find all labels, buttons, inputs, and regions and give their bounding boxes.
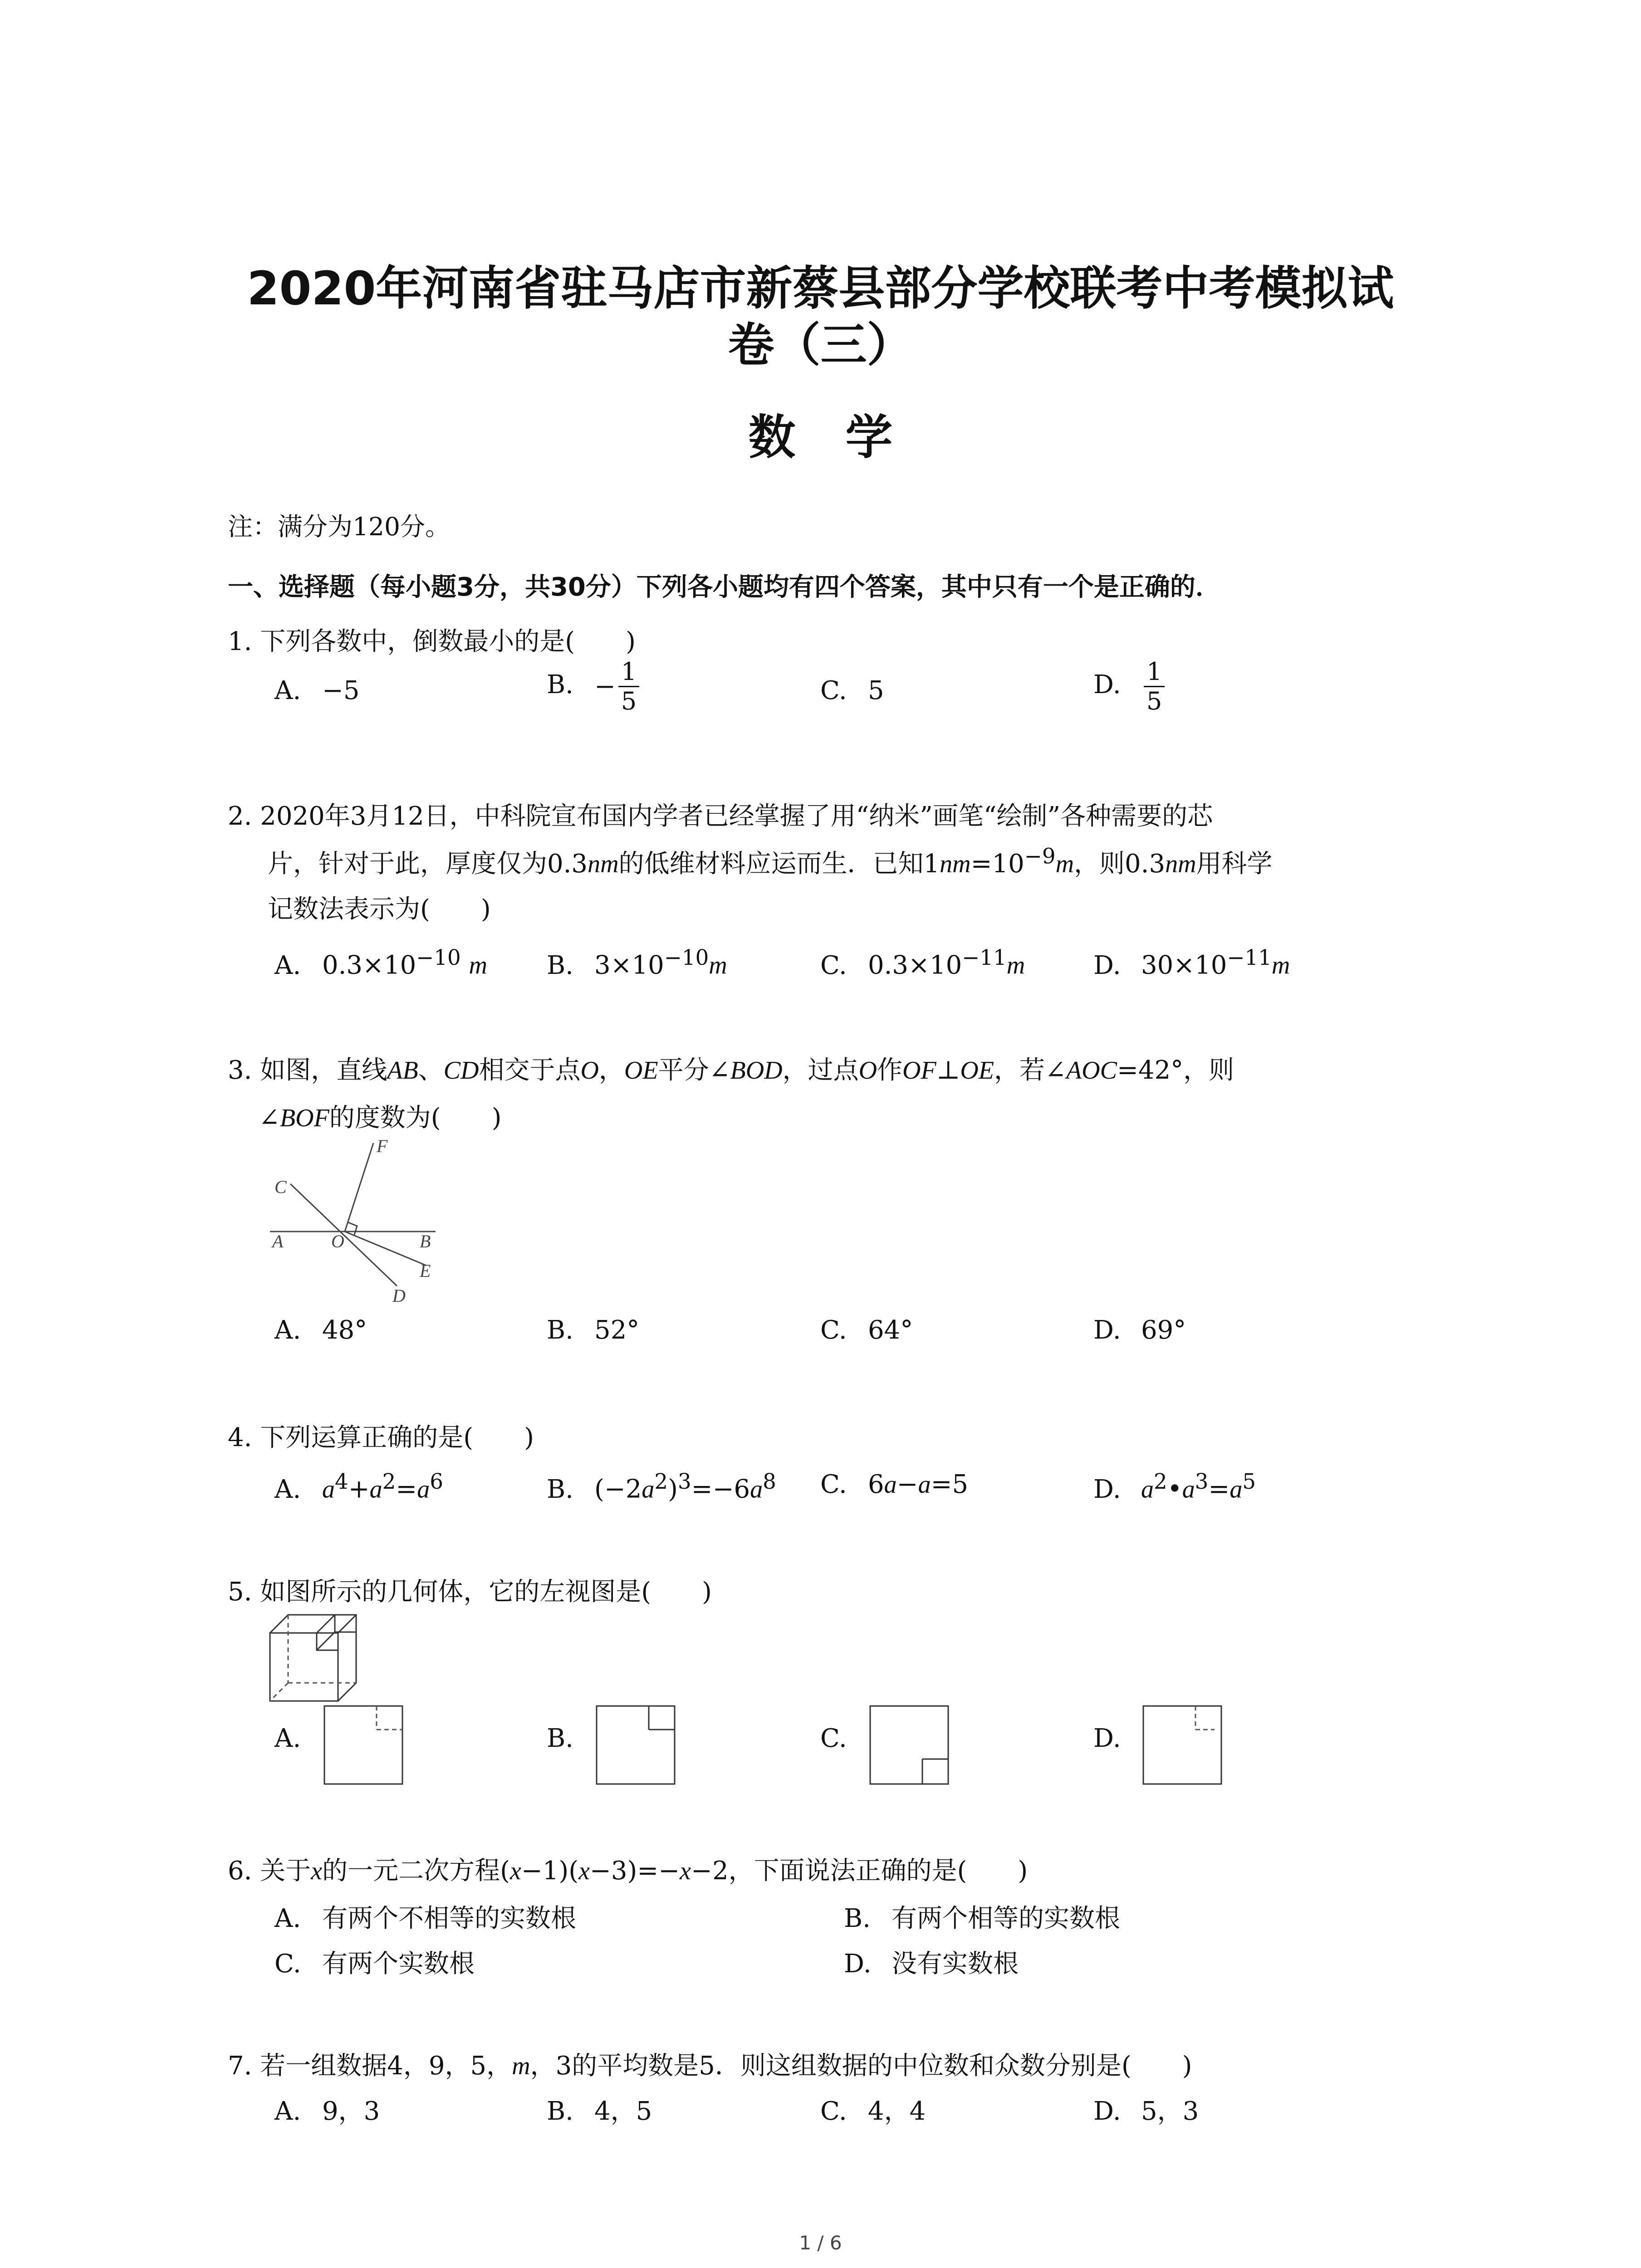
q6-option-d: D. 没有实数根 — [844, 1949, 1019, 1979]
ray-of — [345, 1143, 373, 1232]
page-number: 1 / 6 — [799, 2232, 842, 2254]
q3-option-c: C. 64° — [820, 1315, 913, 1345]
q4-option-d: D. $a^2•a^3=a^5$ — [1093, 1470, 1256, 1504]
q7-option-b: B. 4，5 — [547, 2097, 652, 2126]
q3-option-a: A. 48° — [274, 1315, 367, 1345]
q4-option-c: C. 6a−a=5 — [820, 1470, 969, 1499]
q7-option-d: D. 5，3 — [1093, 2097, 1199, 2126]
q2-option-d: D. $30\times 10^{-11}m$ — [1093, 946, 1290, 980]
q5-option-c-figure — [869, 1705, 950, 1786]
fig-label-o: O — [331, 1231, 344, 1251]
exam-title-line2: 卷（三） — [728, 318, 913, 372]
q5-option-d-label: D. — [1093, 1724, 1121, 1753]
q5-option-c-label: C. — [820, 1724, 847, 1753]
q1-option-a: A. −5 — [274, 676, 360, 705]
q5-option-d-figure — [1142, 1705, 1224, 1786]
fig-label-a: A — [272, 1231, 284, 1251]
q7-option-c: C. 4，4 — [820, 2097, 926, 2126]
fig-label-b: B — [420, 1231, 431, 1251]
score-note: 注：满分为120分。 — [228, 512, 450, 541]
question-7-stem: 7. 若一组数据4，9，5，m，3的平均数是5．则这组数据的中位数和众数分别是( ) — [228, 2051, 1192, 2081]
question-1-stem: 1. 下列各数中，倒数最小的是( ) — [228, 627, 636, 656]
q1-option-c: C. 5 — [820, 676, 884, 705]
q4-option-a: A. $a^4+a^2=a^6$ — [274, 1470, 443, 1504]
q6-option-a: A. 有两个不相等的实数根 — [274, 1904, 576, 1933]
q6-option-c: C. 有两个实数根 — [274, 1949, 475, 1979]
fig-label-f: F — [377, 1136, 388, 1156]
q3-option-b: B. 52° — [547, 1315, 640, 1345]
q7-option-a: A. 9，3 — [274, 2097, 380, 2126]
question-6-stem: 6. 关于x的一元二次方程(x−1)(x−3)=−x−2，下面说法正确的是( ) — [228, 1856, 1028, 1886]
q3-option-d: D. 69° — [1093, 1315, 1186, 1345]
q1-option-b: B. − $\frac{1}{5}$ — [547, 658, 642, 715]
fig-label-d: D — [392, 1286, 406, 1306]
fig-label-e: E — [420, 1261, 431, 1281]
question-3-line1: 3. 如图，直线AB、CD相交于点O，OE平分∠BOD，过点O作OF⊥OE，若∠AOC=42°，则 — [228, 1056, 1234, 1085]
subject-heading: 数学 — [748, 410, 943, 465]
question-4-stem: 4. 下列运算正确的是( ) — [228, 1423, 534, 1452]
q3-intersecting-lines-figure — [265, 1134, 465, 1315]
q6-option-b: B. 有两个相等的实数根 — [844, 1904, 1120, 1933]
question-2-line3: 记数法表示为( ) — [268, 894, 491, 924]
q4-option-b: B. $(-2a^2)^3=-6a^8$ — [547, 1470, 776, 1504]
section-heading: 一、选择题（每小题3分，共30分）下列各小题均有四个答案，其中只有一个是正确的． — [228, 572, 1221, 602]
q5-option-a-label: A. — [274, 1724, 301, 1753]
exam-title-line1: 2020年河南省驻马店市新蔡县部分学校联考中考模拟试 — [247, 262, 1394, 316]
question-2-line2: 片，针对于此，厚度仅为0.3nm的低维材料应运而生．已知$1nm=10^{-9}m$，则0.3nm用科学 — [268, 844, 1273, 879]
question-3-line2: ∠BOF的度数为( ) — [259, 1103, 502, 1133]
q5-option-a-figure — [323, 1705, 405, 1786]
q2-option-a: A. $0.3\times 10^{-10}$ m — [274, 946, 487, 980]
q5-option-b-figure — [595, 1705, 677, 1786]
q2-option-c: C. $0.3\times 10^{-11}m$ — [820, 946, 1025, 980]
question-5-stem: 5. 如图所示的几何体，它的左视图是( ) — [228, 1577, 712, 1607]
q5-solid-figure — [268, 1613, 358, 1703]
q2-option-b: B. $3\times 10^{-10}m$ — [547, 946, 727, 980]
fig-label-c: C — [274, 1177, 287, 1197]
q5-option-b-label: B. — [547, 1724, 573, 1753]
question-2-line1: 2. 2020年3月12日，中科院宣布国内学者已经掌握了用“纳米”画笔“绘制”各种需要的芯 — [228, 802, 1213, 831]
q1-option-d: D. $\frac{1}{5}$ — [1093, 658, 1167, 715]
